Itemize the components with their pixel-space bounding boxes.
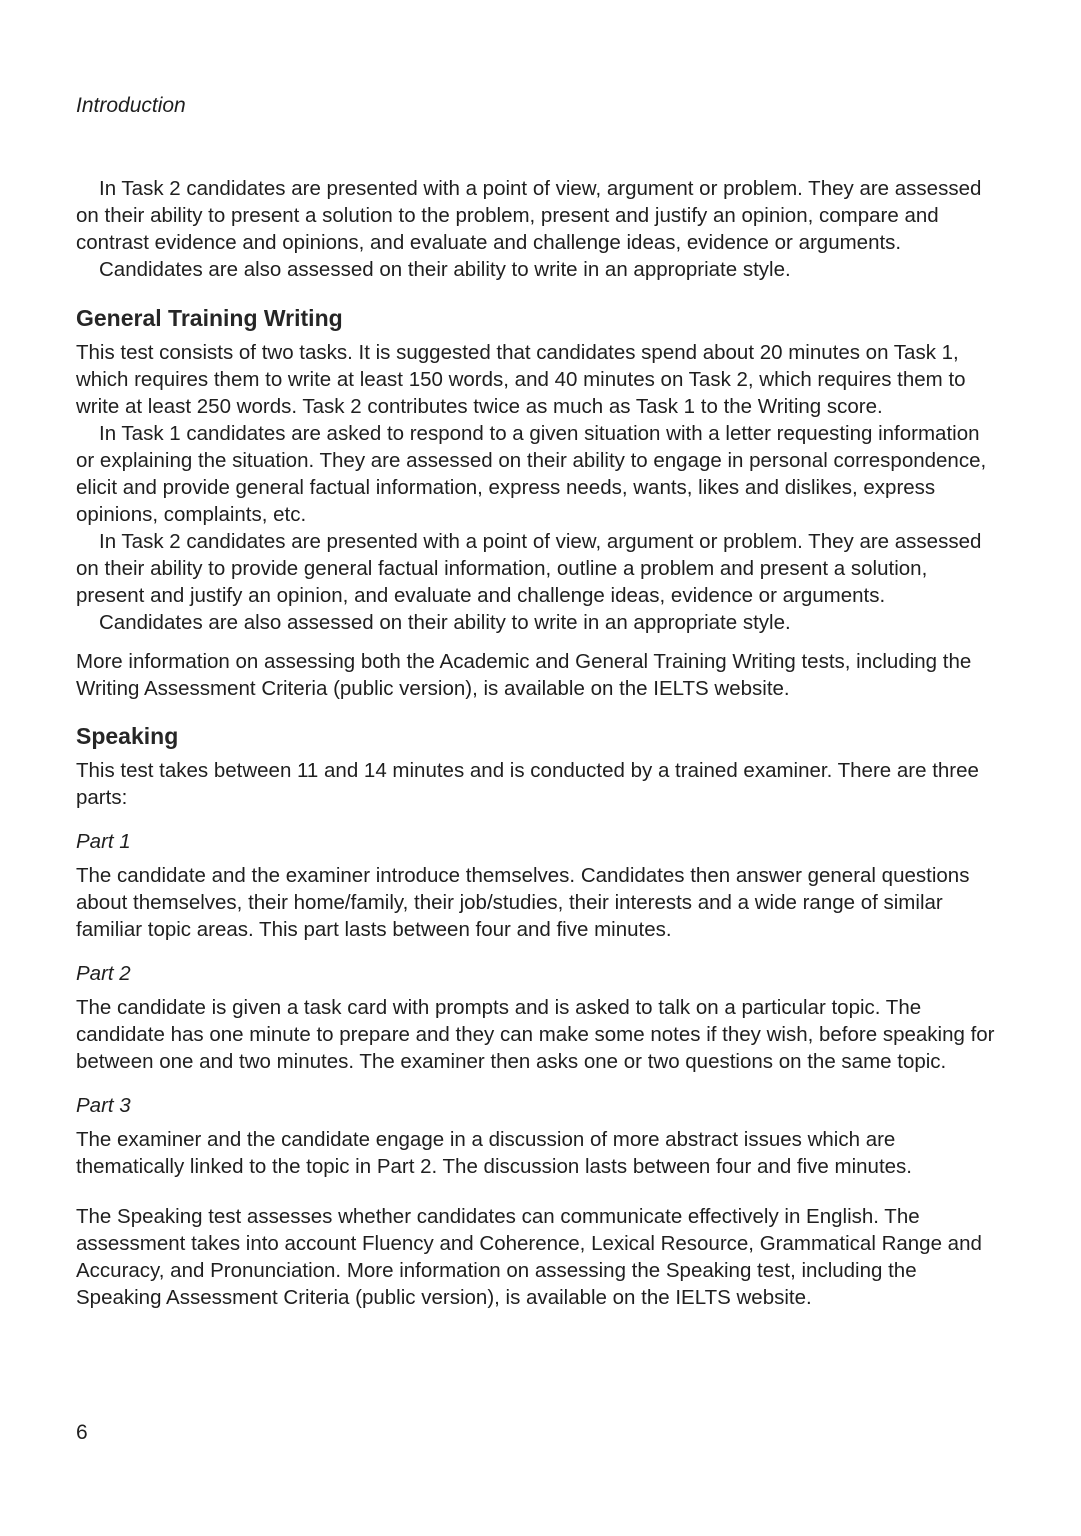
part3-paragraph: The examiner and the candidate engage in a discussion of more abstract issues which are thematically linked to the topic in Part 2. The discussion lasts between four and five minutes. [76,1128,913,1178]
part3-label: Part 3 [76,1094,131,1117]
page-number: 6 [76,1421,88,1444]
general-training-heading: General Training Writing [76,305,343,331]
academic-task2-paragraph: In Task 2 candidates are presented with a point of view, argument or problem. They are assessed on their ability to present a solution to the problem, present and justify an opinion, compare and contrast evidence and opinions, and evaluate and challenge ideas, evidence or arguments. [76,177,982,254]
gt-task1-paragraph: In Task 1 candidates are asked to respond to a given situation with a letter requesting information or explaining the situation. They are assessed on their ability to engage in personal correspondence, elicit and provide general factual information, express needs, wants, likes and dislikes, express opinions, complaints, etc. [76,422,987,526]
speaking-assessment-paragraph: The Speaking test assesses whether candidates can communicate effectively in English. The assessment takes into account Fluency and Coherence, Lexical Resource, Grammatical Range and Accuracy, and Pronunciation. More information on assessing the Speaking test, including the Speaking Assessment Criteria (public version), is available on the IELTS website. [76,1205,982,1309]
part1-paragraph: The candidate and the examiner introduce themselves. Candidates then answer general questions about themselves, their home/family, their job/studies, their interests and a wide range of similar familiar topic areas. This part lasts between four and five minutes. [76,864,970,941]
part2-paragraph: The candidate is given a task card with prompts and is asked to talk on a particular topic. The candidate has one minute to prepare and they can make some notes if they wish, before speaking for between one and two minutes. The examiner then asks one or two questions on the same topic. [76,996,995,1073]
part2-label: Part 2 [76,962,131,985]
gt-tasks-paragraph: This test consists of two tasks. It is suggested that candidates spend about 20 minutes on Task 1, which requires them to write at least 150 words, and 40 minutes on Task 2, which requires them to write at least 250 words. Task 2 contributes twice as much as Task 1 to the Writing score. [76,341,966,418]
page-content [76,92,996,1311]
running-head: Introduction [76,94,186,117]
gt-more-info-paragraph: More information on assessing both the Academic and General Training Writing tests, including the Writing Assessment Criteria (public version), is available on the IELTS website. [76,650,972,700]
gt-task2-paragraph: In Task 2 candidates are presented with a point of view, argument or problem. They are assessed on their ability to provide general factual information, outline a problem and present a solution, present and justify an opinion, and evaluate and challenge ideas, evidence or arguments. [76,530,982,607]
gt-style-paragraph: Candidates are also assessed on their ability to write in an appropriate style. [99,611,791,634]
academic-style-paragraph: Candidates are also assessed on their ability to write in an appropriate style. [99,258,791,281]
part1-label: Part 1 [76,830,131,853]
speaking-intro-paragraph: This test takes between 11 and 14 minutes and is conducted by a trained examiner. There are three parts: [76,759,979,809]
speaking-heading: Speaking [76,723,179,749]
